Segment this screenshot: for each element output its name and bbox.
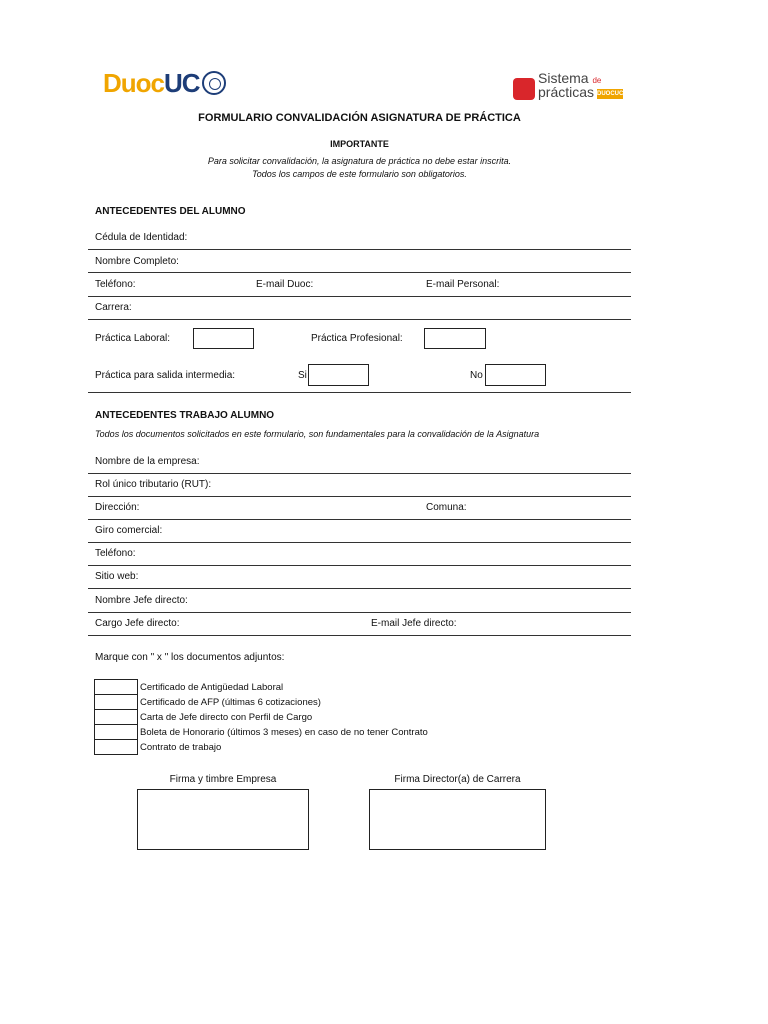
sistema-de-word: de	[592, 76, 602, 85]
nombre-line[interactable]	[88, 272, 631, 273]
duoc-uc-logo	[103, 68, 200, 99]
cedula-line[interactable]	[88, 249, 631, 250]
no-box[interactable]	[485, 364, 546, 386]
doc-label-contrato: Contrato de trabajo	[140, 742, 222, 753]
important-note-line1: Para solicitar convalidación, la asignatura de práctica no debe estar inscrita.	[207, 156, 512, 166]
sitio-web-label: Sitio web:	[95, 571, 139, 582]
sitio-web-line[interactable]	[88, 588, 631, 589]
firma-empresa-label: Firma y timbre Empresa	[169, 774, 277, 785]
practica-laboral-label: Práctica Laboral:	[95, 333, 171, 344]
important-label: IMPORTANTE	[330, 139, 389, 149]
giro-line[interactable]	[88, 542, 631, 543]
cedula-label: Cédula de Identidad:	[95, 232, 188, 243]
carrera-label: Carrera:	[95, 302, 132, 313]
salida-intermedia-label: Práctica para salida intermedia:	[95, 370, 236, 381]
practica-profesional-box[interactable]	[424, 328, 486, 349]
cargo-jefe-line[interactable]	[88, 635, 631, 636]
doc-checkbox-carta-jefe[interactable]	[94, 709, 138, 725]
doc-checkbox-contrato[interactable]	[94, 739, 138, 755]
jefe-label: Nombre Jefe directo:	[95, 595, 188, 606]
firma-director-label: Firma Director(a) de Carrera	[394, 774, 521, 785]
email-duoc-label: E-mail Duoc:	[256, 279, 314, 290]
doc-checkbox-afp[interactable]	[94, 694, 138, 710]
uc-logo-text: UC	[164, 68, 200, 98]
nombre-label: Nombre Completo:	[95, 256, 179, 267]
section-alumno-title: ANTECEDENTES DEL ALUMNO	[95, 206, 246, 217]
doc-label-afp: Certificado de AFP (últimas 6 cotizaciones)	[140, 697, 321, 708]
direccion-label: Dirección:	[95, 502, 140, 513]
sistema-logo-line2: prácticas	[538, 84, 595, 100]
rut-line[interactable]	[88, 496, 631, 497]
documentos-instruction: Marque con " x " los documentos adjuntos:	[95, 652, 285, 663]
giro-label: Giro comercial:	[95, 525, 163, 536]
doc-label-carta-jefe: Carta de Jefe directo con Perfil de Cargo	[140, 712, 313, 723]
form-title: FORMULARIO CONVALIDACIÓN ASIGNATURA DE PRÁCTICA	[198, 112, 521, 124]
duocuc-badge: DUOCUC	[597, 91, 624, 97]
no-label: No	[470, 370, 483, 381]
comuna-label: Comuna:	[426, 502, 467, 513]
si-label: Si	[298, 370, 307, 381]
empresa-line[interactable]	[88, 473, 631, 474]
doc-checkbox-antiguedad[interactable]	[94, 679, 138, 695]
email-personal-label: E-mail Personal:	[426, 279, 500, 290]
important-note-line2: Todos los campos de este formulario son obligatorios.	[252, 169, 467, 179]
carrera-line[interactable]	[88, 319, 631, 320]
doc-checkbox-boleta[interactable]	[94, 724, 138, 740]
direccion-line[interactable]	[88, 519, 631, 520]
cargo-jefe-label: Cargo Jefe directo:	[95, 618, 180, 629]
duoc-logo-text: Duoc	[103, 68, 164, 98]
firma-empresa-box[interactable]	[137, 789, 309, 850]
sistema-practicas-icon	[513, 78, 535, 100]
practica-laboral-box[interactable]	[193, 328, 254, 349]
practica-profesional-label: Práctica Profesional:	[311, 333, 403, 344]
trabajo-note: Todos los documentos solicitados en este formulario, son fundamentales para la convalidación de la Asignatura	[95, 429, 540, 439]
empresa-label: Nombre de la empresa:	[95, 456, 200, 467]
university-seal-icon	[202, 71, 226, 95]
doc-label-boleta: Boleta de Honorario (últimos 3 meses) en caso de no tener Contrato	[140, 727, 428, 738]
email-jefe-label: E-mail Jefe directo:	[371, 618, 457, 629]
rut-label: Rol único tributario (RUT):	[95, 479, 212, 490]
contacto-line[interactable]	[88, 296, 631, 297]
doc-label-antiguedad: Certificado de Antigüedad Laboral	[140, 682, 284, 693]
telefono-label: Teléfono:	[95, 279, 136, 290]
section-trabajo-title: ANTECEDENTES TRABAJO ALUMNO	[95, 410, 275, 421]
firma-director-box[interactable]	[369, 789, 546, 850]
salida-line	[88, 392, 631, 393]
sistema-word: Sistema	[538, 70, 589, 86]
si-box[interactable]	[308, 364, 369, 386]
empresa-telefono-line[interactable]	[88, 565, 631, 566]
jefe-line[interactable]	[88, 612, 631, 613]
empresa-telefono-label: Teléfono:	[95, 548, 136, 559]
